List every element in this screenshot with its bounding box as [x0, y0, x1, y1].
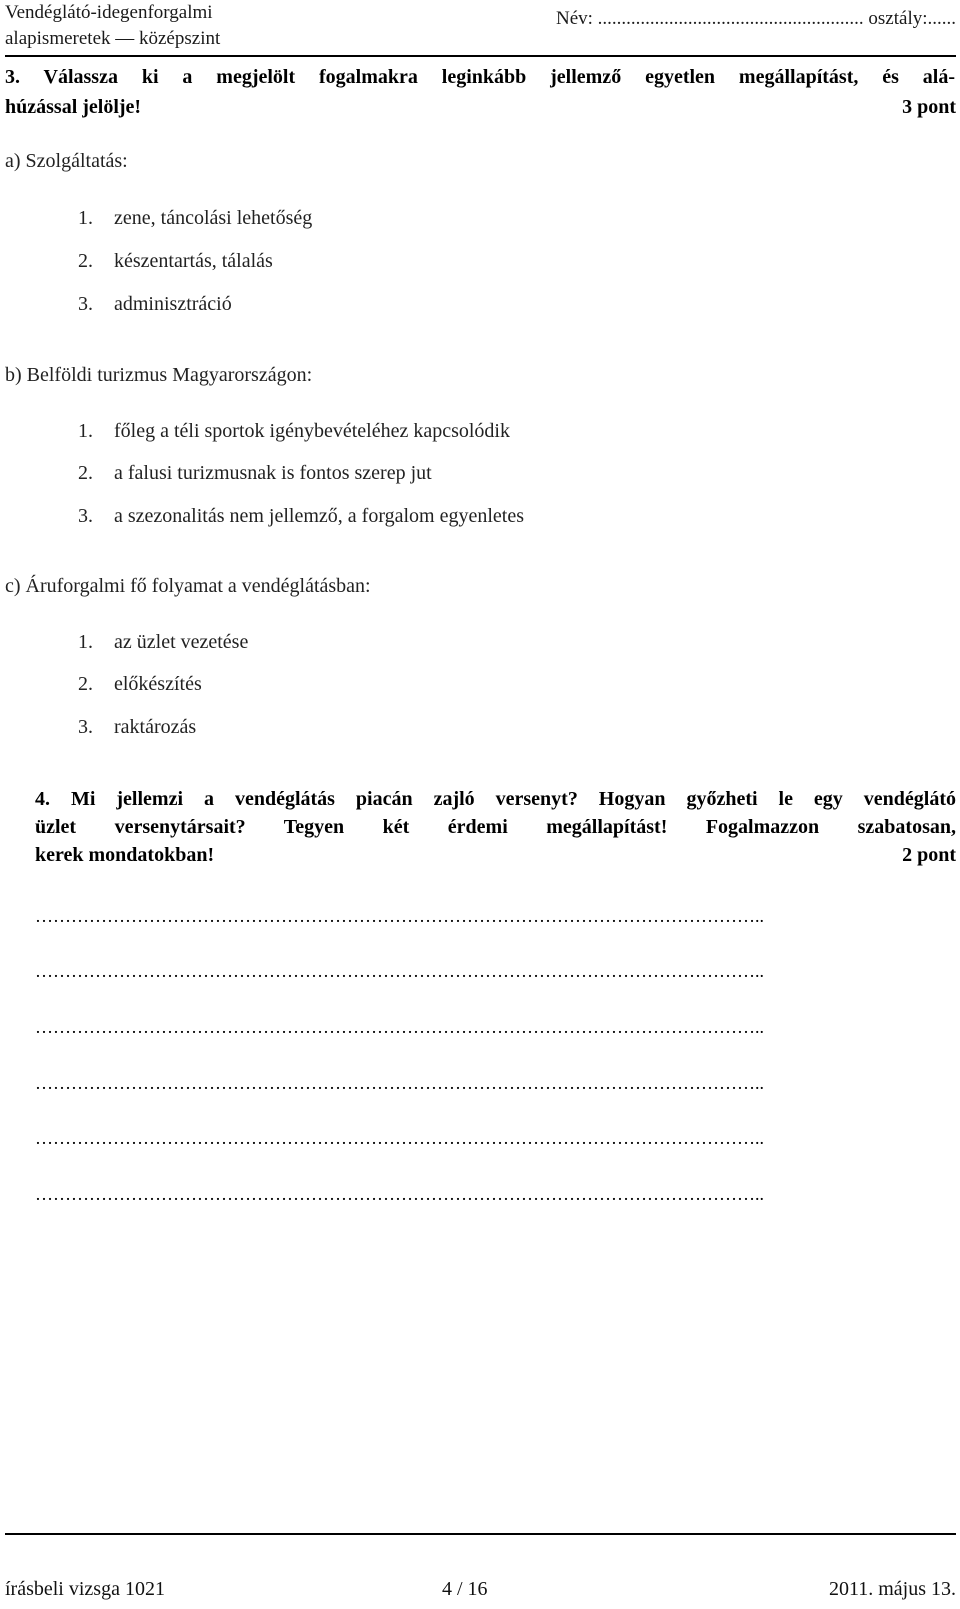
q3-b-option-1[interactable]	[78, 420, 510, 443]
footer-page-number: 4 / 16	[442, 1578, 488, 1600]
answer-line[interactable]: …………………………………………………………………………………………………………..	[35, 961, 764, 981]
option-text: zene, táncolási lehetőség	[114, 207, 313, 229]
footer-exam-code: írásbeli vizsga 1021	[5, 1578, 165, 1600]
q3-c-option-2[interactable]	[78, 673, 202, 696]
option-text: készentartás, tálalás	[114, 250, 273, 272]
header-subject	[5, 0, 220, 52]
answer-line[interactable]: …………………………………………………………………………………………………………..	[35, 1128, 764, 1148]
header-subject-line1: Vendéglátó-idegenforgalmi	[5, 2, 213, 23]
option-text: előkészítés	[114, 673, 202, 695]
q3-title-line1: 3. Válassza ki a megjelölt fogalmakra leginkább jellemző egyetlen megállapítást, és alá-	[5, 66, 955, 88]
q3-b-option-3[interactable]	[78, 505, 524, 528]
q3-section-a-heading: a) Szolgáltatás:	[5, 150, 128, 172]
q3-title-line2: húzással jelölje!	[5, 96, 142, 118]
q3-a-option-1[interactable]	[78, 207, 312, 230]
q3-a-option-2[interactable]	[78, 250, 273, 273]
option-number: 2.	[78, 250, 93, 272]
option-number: 3.	[78, 293, 93, 315]
option-text: a szezonalitás nem jellemző, a forgalom egyenletes	[114, 505, 525, 527]
option-number: 3.	[78, 716, 93, 738]
q3-c-option-1[interactable]	[78, 631, 248, 654]
option-number: 1.	[78, 631, 93, 653]
answer-line[interactable]: …………………………………………………………………………………………………………..	[35, 906, 764, 926]
option-text: a falusi turizmusnak is fontos szerep jut	[114, 462, 432, 484]
option-text: raktározás	[114, 716, 197, 738]
answer-line[interactable]: …………………………………………………………………………………………………………..	[35, 1017, 764, 1037]
q4-title-line3: kerek mondatokban!	[35, 844, 215, 866]
option-text: az üzlet vezetése	[114, 631, 249, 653]
q3-b-option-2[interactable]	[78, 462, 432, 485]
q4-points: 2 pont	[902, 844, 956, 866]
header-subject-line2: alapismeretek — középszint	[5, 28, 221, 49]
q3-c-option-3[interactable]	[78, 716, 196, 739]
option-number: 2.	[78, 462, 93, 484]
footer-divider	[5, 1533, 956, 1535]
option-number: 3.	[78, 505, 93, 527]
q3-a-option-3[interactable]	[78, 293, 232, 316]
footer-date: 2011. május 13.	[828, 1578, 956, 1600]
option-text: adminisztráció	[114, 293, 232, 315]
q3-section-c-heading: c) Áruforgalmi fő folyamat a vendéglátásban:	[5, 575, 371, 597]
option-text: főleg a téli sportok igénybevételéhez kapcsolódik	[114, 420, 510, 442]
option-number: 1.	[78, 207, 93, 229]
option-number: 1.	[78, 420, 93, 442]
option-number: 2.	[78, 673, 93, 695]
q4-title-line1: 4. Mi jellemzi a vendéglátás piacán zajló versenyt? Hogyan győzheti le egy vendéglátó	[35, 788, 956, 810]
header-divider	[5, 55, 956, 57]
answer-line[interactable]: …………………………………………………………………………………………………………..	[35, 1073, 764, 1093]
q4-title-line2: üzlet versenytársait? Tegyen két érdemi megállapítást! Fogalmazzon szabatosan,	[35, 816, 956, 838]
answer-line[interactable]: …………………………………………………………………………………………………………..	[35, 1184, 764, 1204]
header-name-field: Név: ........................................................ osztály:......	[555, 8, 956, 29]
q3-points: 3 pont	[902, 96, 956, 118]
q3-section-b-heading: b) Belföldi turizmus Magyarországon:	[5, 364, 313, 386]
